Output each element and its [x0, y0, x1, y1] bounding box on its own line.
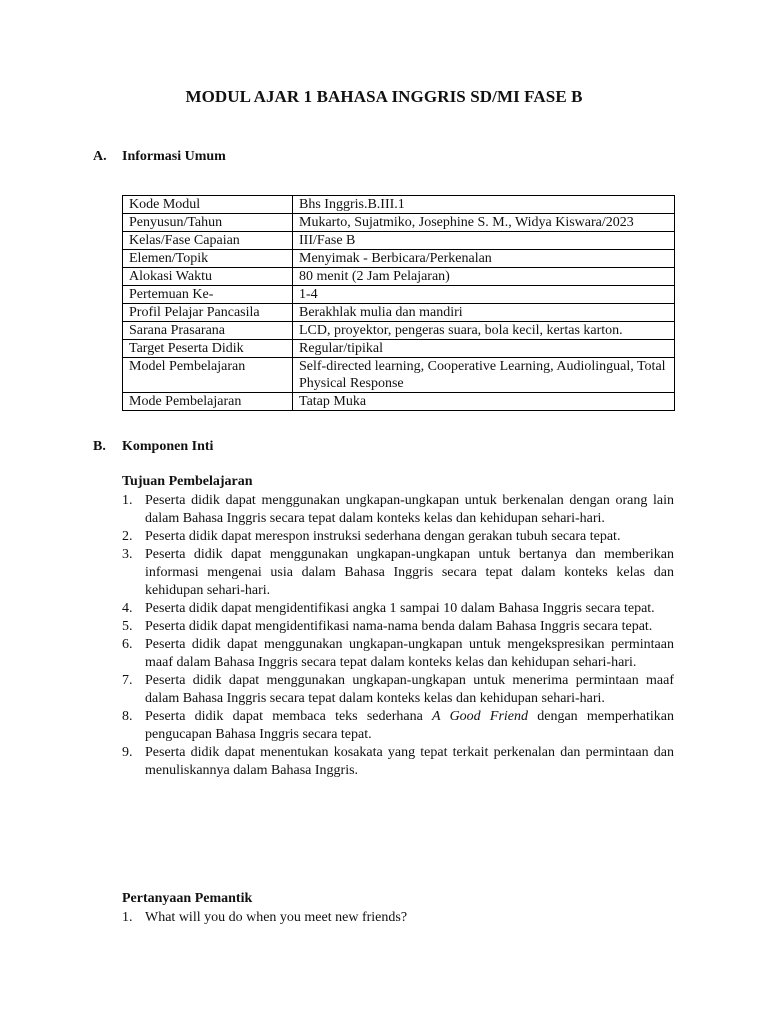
list-item: [122, 636, 674, 672]
item-number: 1.: [122, 493, 133, 508]
tujuan-heading: Tujuan Pembelajaran: [122, 474, 253, 489]
table-row: [123, 358, 675, 393]
pemantik-heading: Pertanyaan Pemantik: [122, 891, 253, 906]
item-text-after: dengan memperhatikan pengucapan Bahasa Inggris secara tepat.: [145, 709, 674, 742]
page-title: MODUL AJAR 1 BAHASA INGGRIS SD/MI FASE B: [185, 87, 583, 106]
item-text: Peserta didik dapat menggunakan ungkapan-ungkapan untuk berkenalan dengan orang lain dalam Bahasa Inggris secara tepat dalam konteks kelas dan kehidupan sehari-hari.: [145, 493, 674, 526]
item-number: 4.: [122, 601, 133, 616]
row-key: Profil Pelajar Pancasila: [123, 304, 293, 322]
list-item: [122, 492, 674, 528]
row-value: Bhs Inggris.B.III.1: [293, 196, 675, 214]
table-row: [123, 322, 675, 340]
row-key: Pertemuan Ke-: [123, 286, 293, 304]
row-value: Tatap Muka: [293, 393, 675, 411]
item-number: 3.: [122, 547, 133, 562]
row-key: Mode Pembelajaran: [123, 393, 293, 411]
list-item: [122, 909, 674, 927]
row-value: 1-4: [293, 286, 675, 304]
row-value: LCD, proyektor, pengeras suara, bola kecil, kertas karton.: [293, 322, 675, 340]
row-value: Menyimak - Berbicara/Perkenalan: [293, 250, 675, 268]
row-key: Alokasi Waktu: [123, 268, 293, 286]
table-row: [123, 232, 675, 250]
item-number: 7.: [122, 673, 133, 688]
item-number: 1.: [122, 910, 133, 925]
item-text: Peserta didik dapat menggunakan ungkapan-ungkapan untuk bertanya dan memberikan informasi mengenai usia dalam Bahasa Inggris secara tepat dalam konteks kelas dan kehidupan sehari-hari.: [145, 547, 674, 598]
list-item: [122, 744, 674, 780]
item-text: Peserta didik dapat menggunakan ungkapan-ungkapan untuk menerima permintaan maaf dalam Bahasa Inggris secara tepat dalam konteks kelas dan kehidupan sehari-hari.: [145, 673, 674, 706]
row-value: Regular/tipikal: [293, 340, 675, 358]
item-text: Peserta didik dapat menggunakan ungkapan-ungkapan untuk mengekspresikan permintaan maaf dalam Bahasa Inggris secara tepat dalam konteks kelas dan kehidupan sehari-hari.: [145, 637, 674, 670]
table-row: [123, 393, 675, 411]
item-number: 2.: [122, 529, 133, 544]
item-number: 5.: [122, 619, 133, 634]
section-a-title: Informasi Umum: [122, 149, 226, 164]
list-item: [122, 546, 674, 600]
item-text: Peserta didik dapat menentukan kosakata yang tepat terkait perkenalan dan permintaan dan menuliskannya dalam Bahasa Inggris.: [145, 745, 674, 778]
row-value: Mukarto, Sujatmiko, Josephine S. M., Widya Kiswara/2023: [293, 214, 675, 232]
list-item: [122, 600, 674, 618]
item-text: Peserta didik dapat mengidentifikasi angka 1 sampai 10 dalam Bahasa Inggris secara tepat.: [145, 601, 655, 616]
row-key: Model Pembelajaran: [123, 358, 293, 393]
row-key: Penyusun/Tahun: [123, 214, 293, 232]
item-number: 9.: [122, 745, 133, 760]
row-key: Target Peserta Didik: [123, 340, 293, 358]
table-row: [123, 286, 675, 304]
row-value: III/Fase B: [293, 232, 675, 250]
list-item: [122, 618, 674, 636]
item-text: Peserta didik dapat merespon instruksi sederhana dengan gerakan tubuh secara tepat.: [145, 529, 621, 544]
item-text: What will you do when you meet new friends?: [145, 910, 408, 925]
row-key: Elemen/Topik: [123, 250, 293, 268]
section-b-title: Komponen Inti: [122, 439, 214, 454]
section-a-heading: [93, 149, 226, 165]
section-a-letter: A.: [93, 149, 107, 164]
row-value: Berakhlak mulia dan mandiri: [293, 304, 675, 322]
item-text: Peserta didik dapat mengidentifikasi nama-nama benda dalam Bahasa Inggris secara tepat.: [145, 619, 653, 634]
row-value: 80 menit (2 Jam Pelajaran): [293, 268, 675, 286]
table-row: [123, 268, 675, 286]
list-item: [122, 528, 674, 546]
list-item: [122, 708, 674, 744]
item-number: 6.: [122, 637, 133, 652]
objectives-list: [122, 492, 674, 780]
row-value: Self-directed learning, Cooperative Learning, Audiolingual, Total Physical Response: [293, 358, 675, 393]
section-b-letter: B.: [93, 439, 106, 454]
list-item: [122, 672, 674, 708]
table-row: [123, 250, 675, 268]
table-row: [123, 214, 675, 232]
item-text-italic: A Good Friend: [432, 709, 529, 724]
questions-list: [122, 909, 674, 927]
item-number: 8.: [122, 709, 133, 724]
table-row: [123, 196, 675, 214]
info-table: [122, 195, 675, 411]
item-text-before: Peserta didik dapat membaca teks sederhana: [145, 709, 433, 724]
row-key: Sarana Prasarana: [123, 322, 293, 340]
row-key: Kelas/Fase Capaian: [123, 232, 293, 250]
table-row: [123, 340, 675, 358]
section-b-heading: [93, 439, 213, 455]
table-row: [123, 304, 675, 322]
row-key: Kode Modul: [123, 196, 293, 214]
